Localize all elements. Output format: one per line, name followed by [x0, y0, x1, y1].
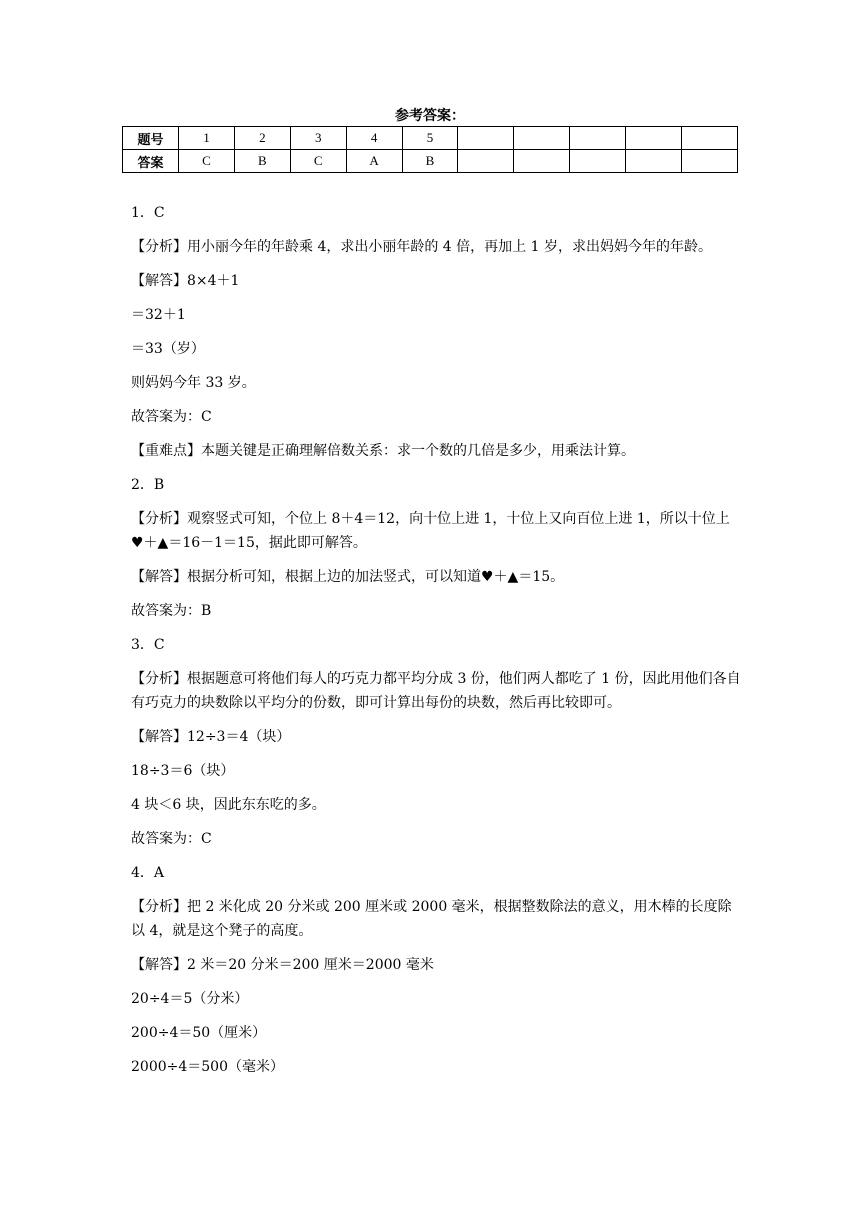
page-title: 参考答案： [395, 108, 465, 124]
final-answer: 故答案为：B [131, 603, 212, 619]
solution-text: 【解答】根据分析可知，根据上边的加法竖式，可以知道♥＋▲＝15。 [131, 569, 565, 585]
question-number-cell [682, 127, 738, 150]
question-heading: 2．B [131, 477, 165, 493]
solution-text: 【解答】2 米＝20 分米＝200 厘米＝2000 毫米 [131, 957, 434, 973]
solution-text: 【解答】8×4＋1 [131, 273, 240, 289]
question-number-cell [570, 127, 626, 150]
answer-cell: B [402, 150, 458, 173]
answer-cell [682, 150, 738, 173]
solution-step: 2000÷4＝500（毫米） [131, 1059, 284, 1075]
solution-step: 18÷3＝6（块） [131, 763, 235, 779]
question-heading: 1．C [131, 205, 165, 221]
solution-step: 20÷4＝5（分米） [131, 991, 249, 1007]
solution-step: ＝33（岁） [131, 341, 205, 357]
table-row-numbers [123, 127, 738, 150]
solution-step: 200÷4＝50（厘米） [131, 1025, 267, 1041]
key-point-text: 【重难点】本题关键是正确理解倍数关系：求一个数的几倍是多少，用乘法计算。 [131, 443, 635, 459]
answer-cell: C [290, 150, 346, 173]
solution-text: 【解答】12÷3＝4（块） [131, 729, 291, 745]
final-answer: 故答案为：C [131, 409, 212, 425]
question-heading: 3．C [131, 637, 165, 653]
solution-step: ＝32＋1 [131, 307, 186, 323]
answer-cell [514, 150, 570, 173]
analysis-text: 【分析】把 2 米化成 20 分米或 200 厘米或 2000 毫米，根据整数除法的意义，用木棒的长度除以 4，就是这个凳子的高度。 [131, 899, 732, 939]
analysis-text: 【分析】观察竖式可知，个位上 8＋4＝12，向十位上进 1，十位上又向百位上进 1，所以十位上♥＋▲＝16－1＝15，据此即可解答。 [131, 511, 730, 551]
question-number-cell [514, 127, 570, 150]
answer-table [122, 126, 738, 173]
answer-cell: C [179, 150, 235, 173]
table-row-answers [123, 150, 738, 173]
analysis-text: 【分析】根据题意可将他们每人的巧克力都平均分成 3 份，他们两人都吃了 1 份，因此用他们各自有巧克力的块数除以平均分的份数，即可计算出每份的块数，然后再比较即可。 [131, 671, 741, 711]
row-label-question-number: 题号 [123, 127, 179, 150]
answer-cell [570, 150, 626, 173]
question-number-cell [626, 127, 682, 150]
answer-cell [458, 150, 514, 173]
question-number-cell: 2 [234, 127, 290, 150]
question-number-cell: 1 [179, 127, 235, 150]
conclusion-text: 4 块＜6 块，因此东东吃的多。 [131, 797, 326, 813]
row-label-answer: 答案 [123, 150, 179, 173]
question-heading: 4．A [131, 865, 165, 881]
question-number-cell [458, 127, 514, 150]
question-number-cell: 4 [346, 127, 402, 150]
question-number-cell: 5 [402, 127, 458, 150]
final-answer: 故答案为：C [131, 831, 212, 847]
conclusion-text: 则妈妈今年 33 岁。 [131, 375, 256, 391]
analysis-text: 【分析】用小丽今年的年龄乘 4，求出小丽年龄的 4 倍，再加上 1 岁，求出妈妈今年的年龄。 [131, 239, 712, 255]
answer-cell: B [234, 150, 290, 173]
question-number-cell: 3 [290, 127, 346, 150]
solution-content [131, 201, 741, 1089]
answer-cell: A [346, 150, 402, 173]
answer-cell [626, 150, 682, 173]
